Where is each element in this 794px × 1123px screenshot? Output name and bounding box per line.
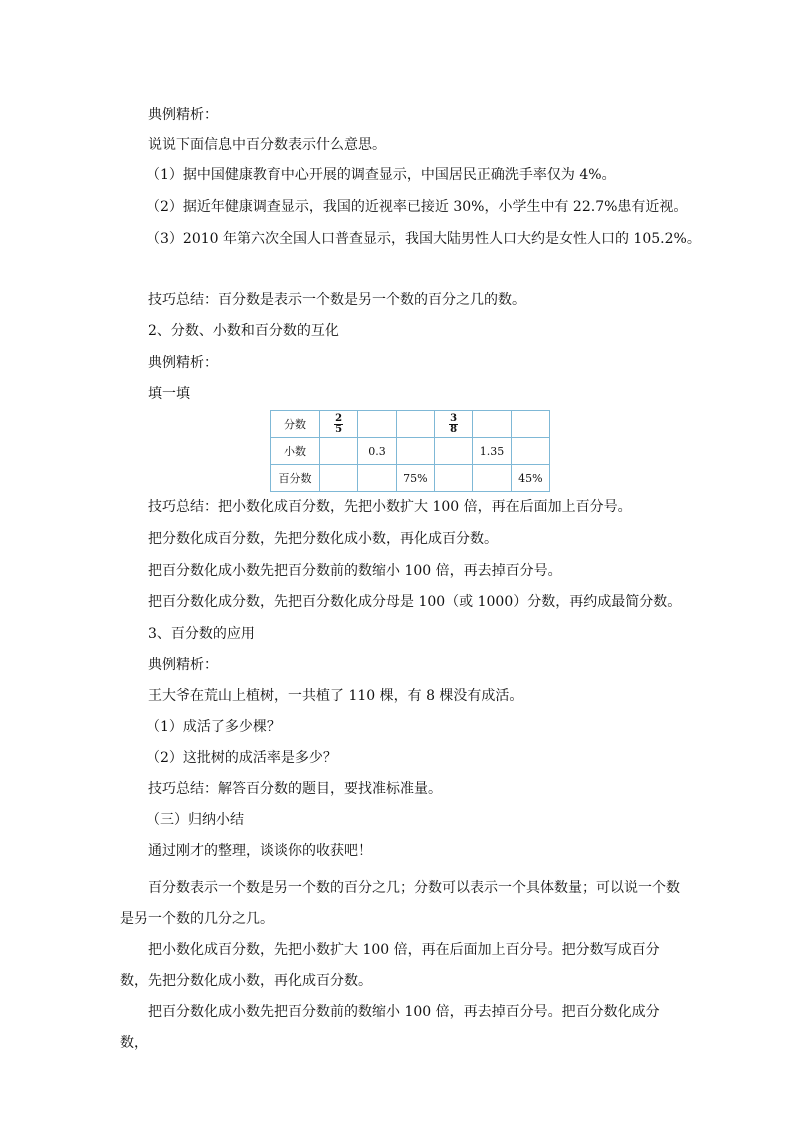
table-cell: 75% (396, 465, 434, 492)
table-cell (511, 411, 549, 438)
table-cell: 0.3 (358, 438, 396, 465)
table-cell (396, 438, 434, 465)
question-item: （3）2010 年第六次全国人口普查显示，我国大陆男性人口大约是女性人口的 105.2%。 (146, 231, 701, 247)
section-heading: 典例精析： (148, 107, 218, 123)
table-cell (358, 411, 396, 438)
table-cell: 1.35 (473, 438, 511, 465)
section-title: 3、百分数的应用 (148, 626, 255, 642)
table-cell (473, 465, 511, 492)
table-cell (320, 465, 358, 492)
row-label: 小数 (271, 438, 320, 465)
table-cell (473, 411, 511, 438)
question-item: （2）据近年健康调查显示，我国的近视率已接近 30%，小学生中有 22.7%患有近视。 (146, 199, 688, 215)
table-cell (320, 411, 358, 438)
question-prompt: 说说下面信息中百分数表示什么意思。 (148, 137, 386, 153)
section-title: （三）归纳小结 (146, 812, 244, 828)
tip-summary: 技巧总结：百分数是表示一个数是另一个数的百分之几的数。 (148, 292, 526, 308)
question-item: （1）据中国健康教育中心开展的调查显示，中国居民正确洗手率仅为 4%。 (146, 167, 616, 183)
summary-paragraph: 百分数表示一个数是另一个数的百分之几；分数可以表示一个具体数量；可以说一个数是另一个数的几分之几。 (120, 880, 680, 927)
row-label: 百分数 (271, 465, 320, 492)
section-title: 2、分数、小数和百分数的互化 (148, 323, 339, 339)
table-row (271, 411, 550, 438)
paragraph-line: 把百分数化成分数，先把百分数化成分母是 100（或 1000）分数，再约成最简分数。 (148, 594, 682, 610)
question-item: （2）这批树的成活率是多少？ (146, 750, 337, 766)
tip-summary: 技巧总结：解答百分数的题目，要找准标准量。 (148, 781, 442, 797)
fraction: $\frac{2}{5}$ (335, 412, 343, 435)
question-prompt: 王大爷在荒山上植树，一共植了 110 棵，有 8 棵没有成活。 (148, 688, 524, 704)
table-row (271, 438, 550, 465)
tip-summary: 技巧总结：把小数化成百分数，先把小数扩大 100 倍，再在后面加上百分号。 (148, 499, 632, 515)
question-item: （1）成活了多少棵？ (146, 719, 281, 735)
paragraph-line: 把分数化成百分数，先把分数化成小数，再化成百分数。 (148, 531, 498, 547)
row-label: 分数 (271, 411, 320, 438)
conversion-table (270, 410, 550, 492)
table-row (271, 465, 550, 492)
table-cell: 45% (511, 465, 549, 492)
table-cell (434, 465, 472, 492)
table-cell (358, 465, 396, 492)
section-heading: 典例精析： (148, 657, 218, 673)
table-cell (320, 438, 358, 465)
paragraph-line: 通过刚才的整理，谈谈你的收获吧！ (148, 843, 372, 859)
summary-paragraph: 把百分数化成小数先把百分数前的数缩小 100 倍，再去掉百分号。把百分数化成分数， (120, 1004, 660, 1051)
table-cell (434, 411, 472, 438)
table-cell (434, 438, 472, 465)
exercise-label: 填一填 (148, 386, 190, 402)
table-cell (511, 438, 549, 465)
fraction: $\frac{3}{8}$ (450, 412, 458, 435)
section-heading: 典例精析： (148, 355, 218, 371)
paragraph-line: 把百分数化成小数先把百分数前的数缩小 100 倍，再去掉百分号。 (148, 563, 562, 579)
table-cell (396, 411, 434, 438)
summary-paragraph: 把小数化成百分数，先把小数扩大 100 倍，再在后面加上百分号。把分数写成百分数，先把分数化成小数，再化成百分数。 (120, 942, 660, 989)
